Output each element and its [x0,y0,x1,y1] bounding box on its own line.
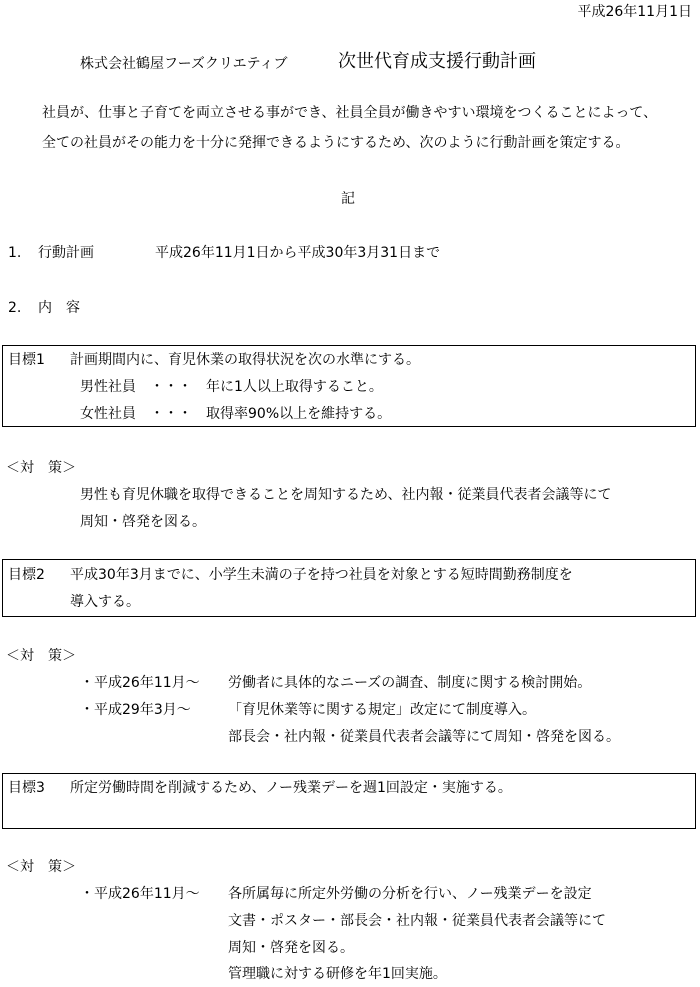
section1-period: 平成26年11月1日から平成30年3月31日まで [155,245,441,261]
goal2-text: 平成30年3月までに、小学生未満の子を持つ社員を対象とする短時間勤務制度を [70,567,573,583]
measures2-heading: ＜対 策＞ [6,648,76,664]
measures1-heading: ＜対 策＞ [6,460,76,476]
measures1-line-1: 男性も育児休職を取得できることを周知するため、社内報・従業員代表者会議等にて [80,487,612,503]
section2-label: 内 容 [38,300,80,316]
goal1-label: 目標1 [8,352,45,368]
measures3-item1-line-3: 周知・啓発を図る。 [228,940,354,956]
section1-label: 行動計画 [38,245,94,261]
measures2-item2-line-2: 部長会・社内報・従業員代表者会議等にて周知・啓発を図る。 [228,729,620,745]
goal1-text: 計画期間内に、育児休業の取得状況を次の水準にする。 [70,352,420,368]
document-date: 平成26年11月1日 [577,4,692,20]
measures3-item1-line-4: 管理職に対する研修を年1回実施。 [228,966,447,982]
measures3-item1-date: ・平成26年11月～ [80,886,200,902]
goal2-text-2: 導入する。 [70,594,140,610]
intro-line-2: 全ての社員がその能力を十分に発揮できるようにするため、次のように行動計画を策定する。 [42,135,630,151]
measures2-item1-date: ・平成26年11月～ [80,675,200,691]
measures2-item2-line-1: 「育児休業等に関する規定」改定にて制度導入。 [228,702,536,718]
measures2-item2-date: ・平成29年3月～ [80,702,191,718]
measures1-line-2: 周知・啓発を図る。 [80,514,206,530]
goal1-line-male: 男性社員 ・・・ 年に1人以上取得すること。 [80,379,383,395]
intro-line-1: 社員が、仕事と子育てを両立させる事ができ、社員全員が働きやすい環境をつくることによって、 [42,105,658,121]
company-name: 株式会社鶴屋フーズクリエティブ [80,56,288,72]
goal1-line-female: 女性社員 ・・・ 取得率90%以上を維持する。 [80,406,392,422]
goal3-text: 所定労働時間を削減するため、ノー残業デーを週1回設定・実施する。 [70,780,512,796]
measures3-item1-line-1: 各所属毎に所定外労働の分析を行い、ノー残業デーを設定 [228,886,592,902]
document-title: 次世代育成支援行動計画 [338,51,536,72]
goal3-label: 目標3 [8,780,45,796]
section2-number: 2. [8,300,22,316]
ki-heading: 記 [341,191,355,207]
goal2-label: 目標2 [8,567,45,583]
measures3-item1-line-2: 文書・ポスター・部長会・社内報・従業員代表者会議等にて [228,913,606,929]
measures2-item1-line-1: 労働者に具体的なニーズの調査、制度に関する検討開始。 [228,675,592,691]
measures3-heading: ＜対 策＞ [6,859,76,875]
section1-number: 1. [8,245,22,261]
